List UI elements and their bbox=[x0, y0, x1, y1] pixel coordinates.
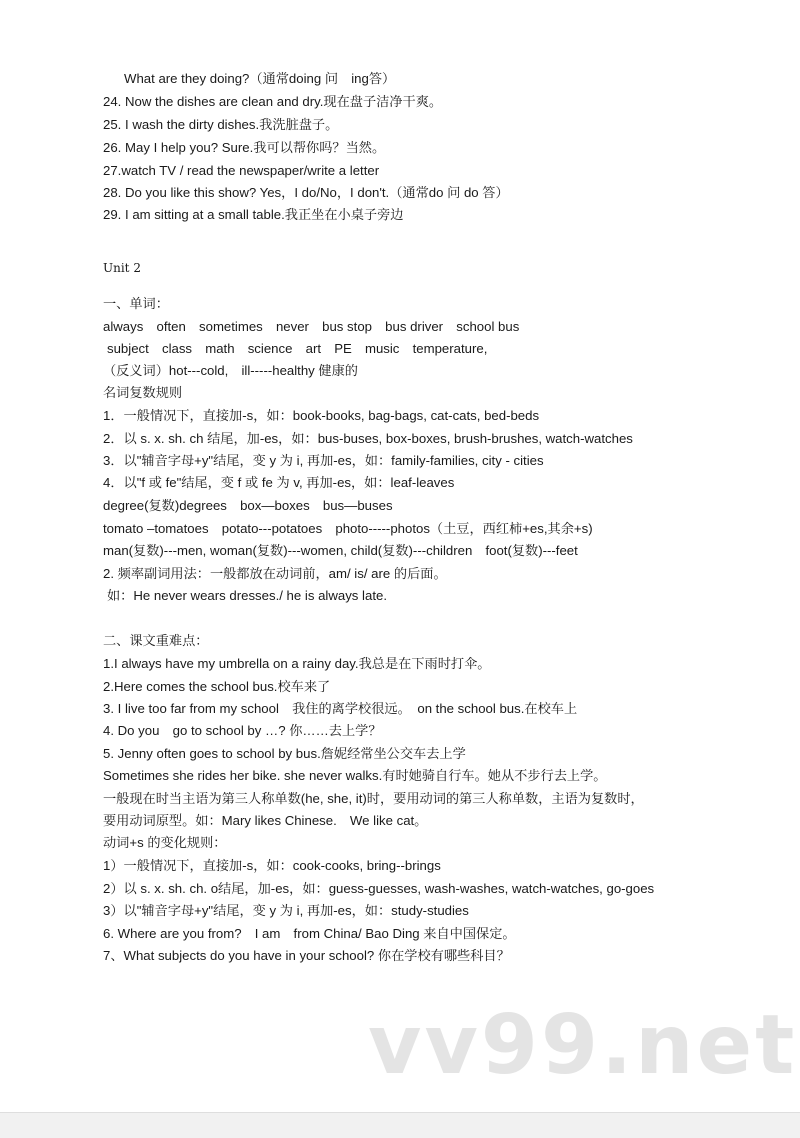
text-line: 一般现在时当主语为第三人称单数(he, she, it)时，要用动词的第三人称单数，主语为复数时， bbox=[103, 791, 644, 806]
text-line: Sometimes she rides her bike. she never walks.有时她骑自行车。她从不步行去上学。 bbox=[103, 768, 607, 783]
text-line: always often sometimes never bus stop bus driver school bus bbox=[103, 319, 520, 334]
text-line: 27.watch TV / read the newspaper/write a letter bbox=[103, 163, 380, 178]
text-line: What are they doing?（通常doing 问 ing答） bbox=[124, 71, 396, 86]
text-line: 6. Where are you from? I am from China/ Bao Ding 来自中国保定。 bbox=[103, 926, 516, 941]
text-line: 24. Now the dishes are clean and dry.现在盘子洁净干爽。 bbox=[103, 94, 443, 109]
text-line: （反义词）hot---cold, ill-----healthy 健康的 bbox=[103, 363, 358, 378]
text-line: degree(复数)degrees box—boxes bus—buses bbox=[103, 498, 393, 513]
text-line: 如：He never wears dresses./ he is always late. bbox=[107, 588, 387, 603]
text-line: 2）以 s. x. sh. ch. o结尾，加-es，如：guess-guesses, wash-washes, watch-watches, go-goes bbox=[103, 881, 655, 896]
site-watermark: vv99.net bbox=[368, 998, 798, 1093]
text-line: 3）以"辅音字母+y"结尾，变 y 为 i, 再加-es，如：study-studies bbox=[103, 903, 469, 918]
text-line: 4. Do you go to school by …? 你……去上学？ bbox=[103, 723, 382, 738]
text-line: man(复数)---men, woman(复数)---women, child(复数)---children foot(复数)---feet bbox=[103, 543, 578, 558]
text-line: 29. I am sitting at a small table.我正坐在小桌子旁边 bbox=[103, 207, 404, 222]
text-line: 要用动词原型。如：Mary likes Chinese. We like cat。 bbox=[103, 813, 428, 828]
text-line: 1.I always have my umbrella on a rainy day.我总是在下雨时打伞。 bbox=[103, 656, 491, 671]
text-line: 2．以 s. x. sh. ch 结尾，加-es，如：bus-buses, box-boxes, brush-brushes, watch-watches bbox=[103, 431, 633, 446]
text-line: 2. 频率副词用法：一般都放在动词前，am/ is/ are 的后面。 bbox=[103, 566, 447, 581]
unit-heading: Unit 2 bbox=[103, 261, 141, 275]
text-line: 5. Jenny often goes to school by bus.詹妮经常坐公交车去上学 bbox=[103, 746, 466, 761]
text-line: 动词+s 的变化规则： bbox=[103, 835, 227, 850]
text-line: 26. May I help you? Sure.我可以帮你吗？当然。 bbox=[103, 140, 386, 155]
text-line: 28. Do you like this show? Yes，I do/No，I don't.（通常do 问 do 答） bbox=[103, 185, 509, 200]
text-line: 2.Here comes the school bus.校车来了 bbox=[103, 679, 331, 694]
section-heading: 一、单词： bbox=[103, 296, 169, 311]
text-line: 25. I wash the dirty dishes.我洗脏盘子。 bbox=[103, 117, 339, 132]
text-line: 1）一般情况下，直接加-s，如：cook-cooks, bring--brings bbox=[103, 858, 441, 873]
page-bottom-edge bbox=[0, 1112, 800, 1138]
text-line: subject class math science art PE music temperature, bbox=[107, 341, 488, 356]
text-line: 3. I live too far from my school 我住的离学校很远。 on the school bus.在校车上 bbox=[103, 701, 578, 716]
text-line: 4．以"f 或 fe"结尾，变 f 或 fe 为 v, 再加-es，如：leaf-leaves bbox=[103, 475, 455, 490]
text-line: 3．以"辅音字母+y"结尾，变 y 为 i, 再加-es，如：family-families, city - cities bbox=[103, 453, 544, 468]
text-line: 7、What subjects do you have in your school? 你在学校有哪些科目？ bbox=[103, 948, 510, 963]
section-heading: 二、课文重难点： bbox=[103, 633, 209, 648]
text-line: 名词复数规则 bbox=[103, 385, 183, 400]
text-line: tomato –tomatoes potato---potatoes photo-----photos（土豆，西红柿+es,其余+s) bbox=[103, 521, 593, 536]
text-line: 1．一般情况下，直接加-s，如：book-books, bag-bags, cat-cats, bed-beds bbox=[103, 408, 540, 423]
